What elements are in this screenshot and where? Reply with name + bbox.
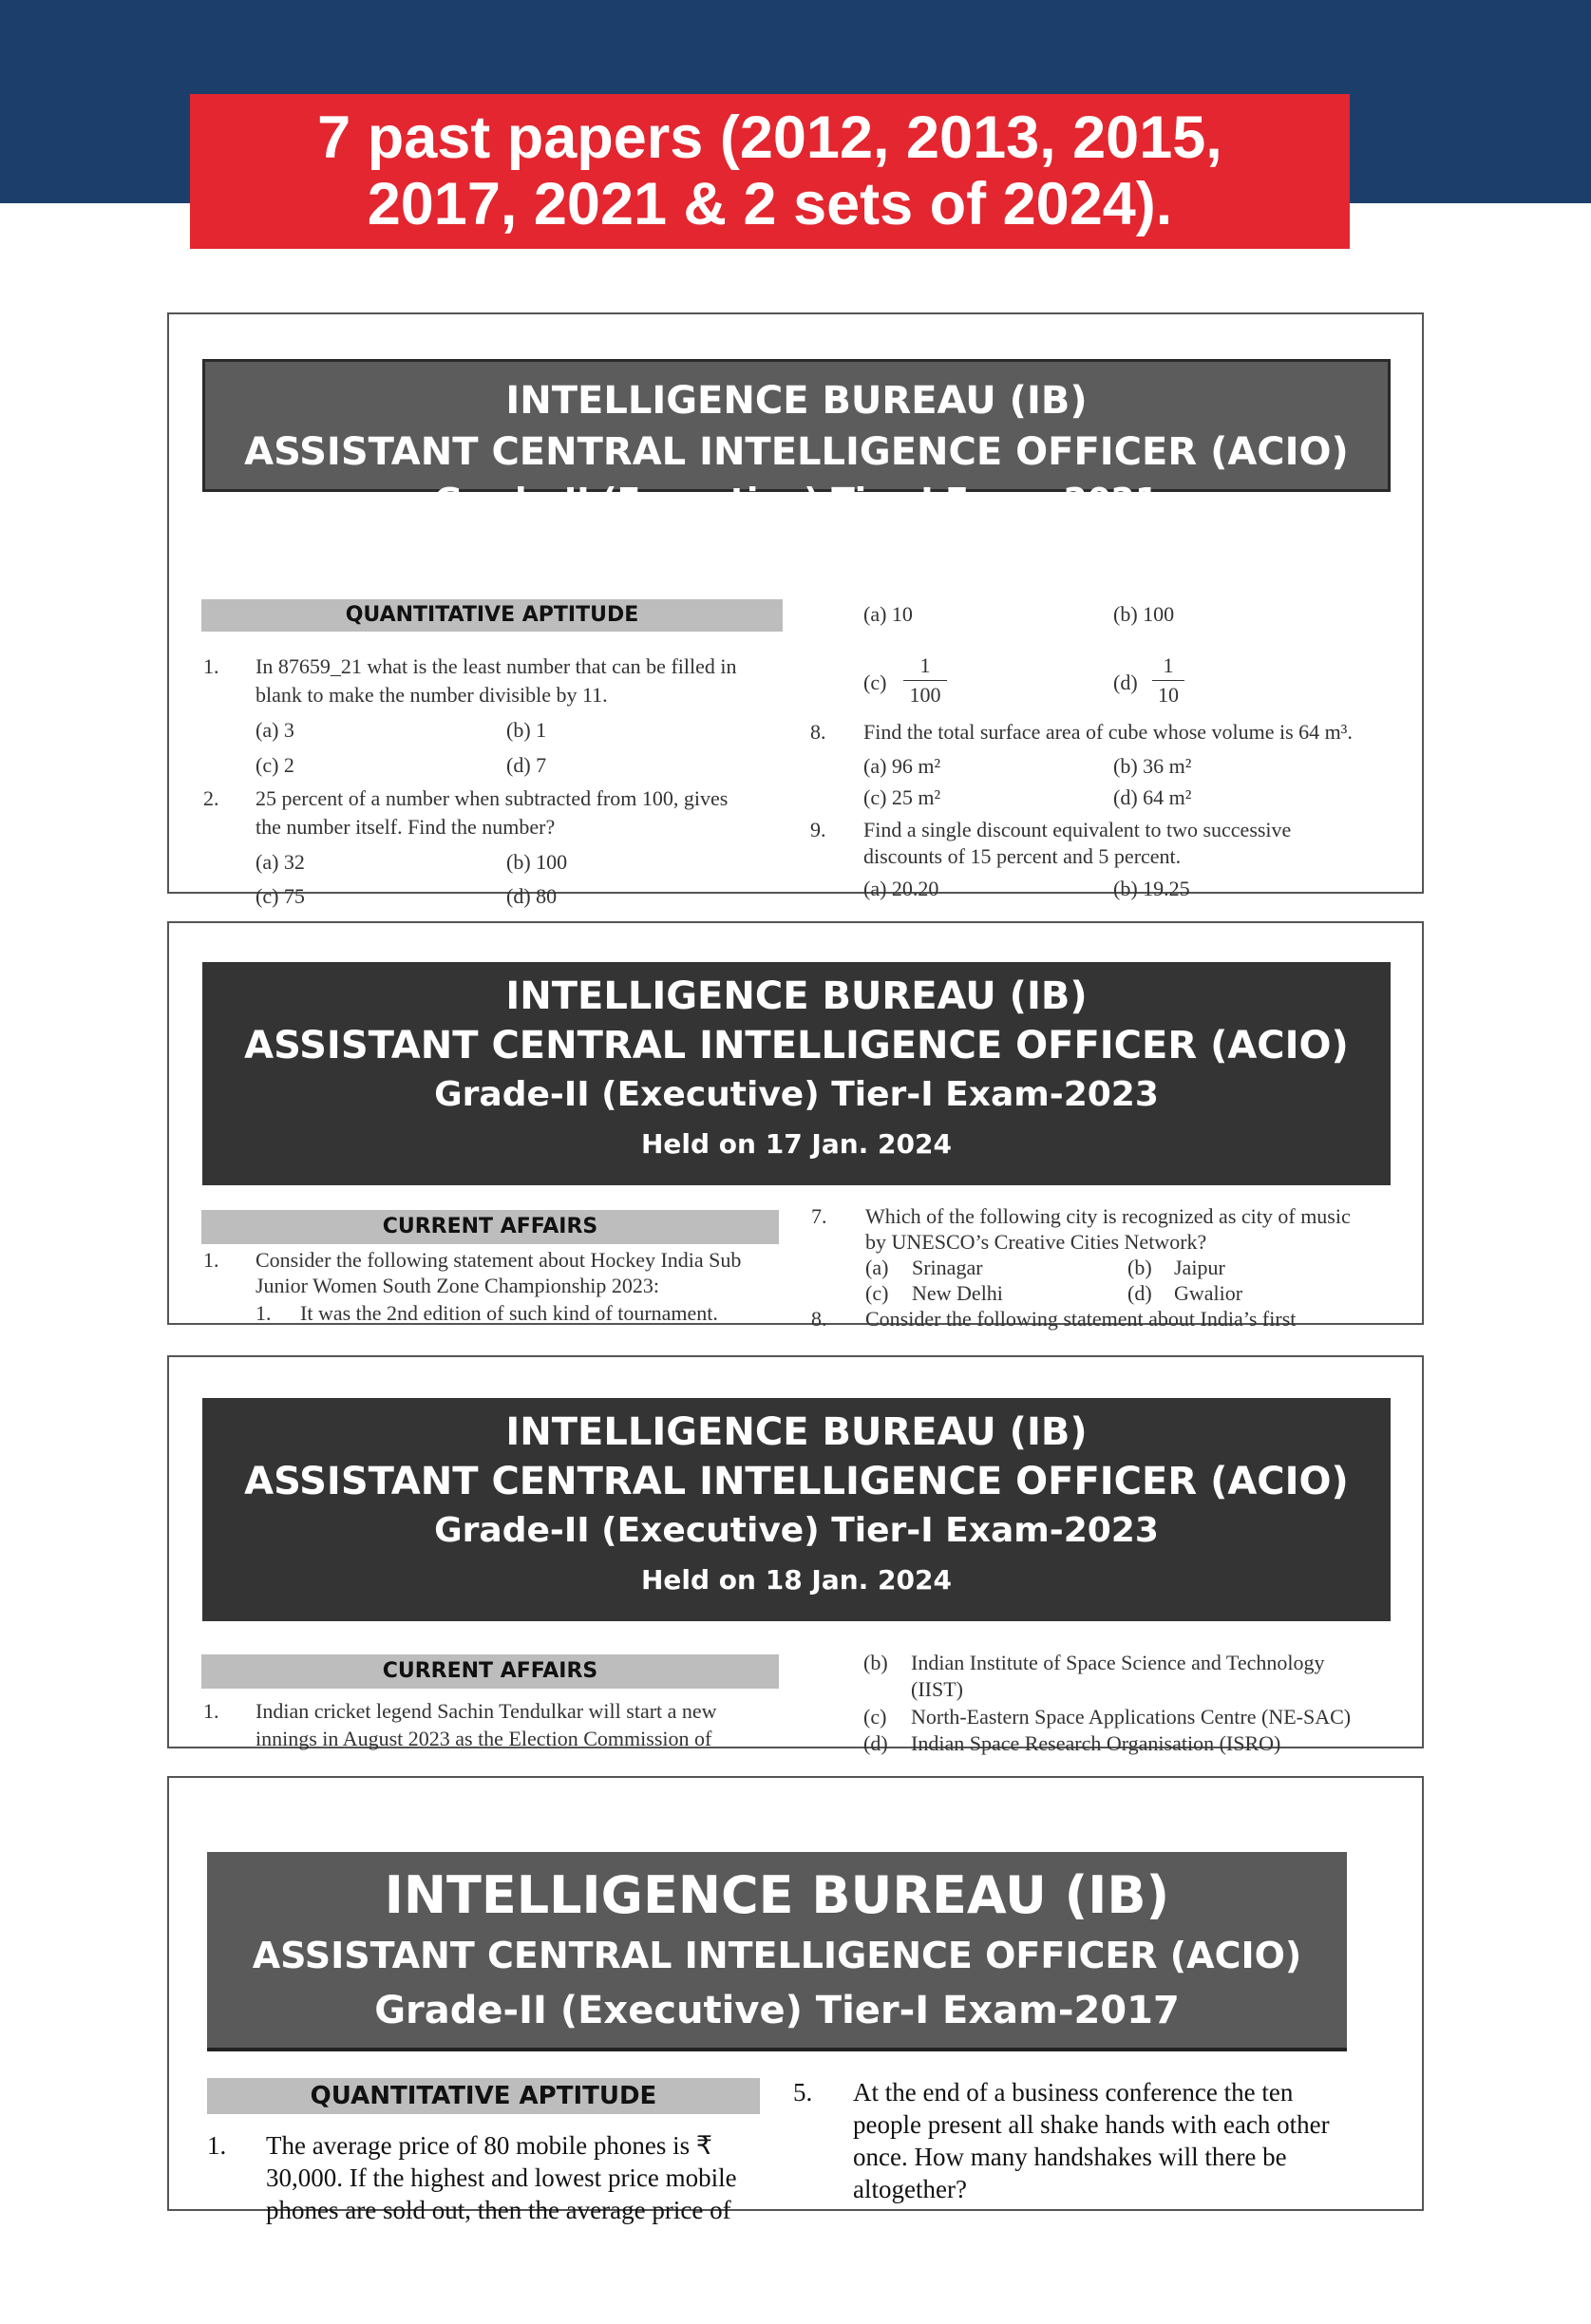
option-b-value: Indian Institute of Space Science and Technology <box>911 1651 1325 1674</box>
option-b: (b) 19.25 <box>1113 877 1190 900</box>
question-text: At the end of a business conference the ten <box>853 2078 1294 2107</box>
question-number: 9. <box>810 818 826 841</box>
option-c: (c) 2 <box>256 753 294 777</box>
question-text: innings in August 2023 as the Election Commission of <box>256 1727 712 1750</box>
question-text: 25 percent of a number when subtracted from 100, gives <box>256 786 729 810</box>
header-line-2: ASSISTANT CENTRAL INTELLIGENCE OFFICER (ACIO) <box>244 1024 1349 1068</box>
option-a: (a) <box>865 1256 889 1279</box>
header-line-2: ASSISTANT CENTRAL INTELLIGENCE OFFICER (ACIO) <box>244 430 1349 474</box>
header-line-1: INTELLIGENCE BUREAU (IB) <box>505 1410 1088 1454</box>
option-c-value: New Delhi <box>912 1281 1003 1305</box>
option-b: (b) 100 <box>1113 602 1175 626</box>
paper-header-2024-jan17 <box>202 962 1391 1185</box>
option-d-value: Gwalior <box>1174 1281 1243 1305</box>
numerator: 1 <box>1163 653 1174 677</box>
question-text: by UNESCO’s Creative Cities Network? <box>865 1230 1207 1254</box>
header-line-3: Grade-II (Executive) Tier-I Exam-2017 <box>374 1989 1180 2032</box>
section-title: QUANTITATIVE APTITUDE <box>201 599 783 632</box>
header-line-2: ASSISTANT CENTRAL INTELLIGENCE OFFICER (ACIO) <box>244 1460 1349 1503</box>
section-title: CURRENT AFFAIRS <box>201 1210 779 1244</box>
paper-card-2024-jan18 <box>167 1355 1424 1755</box>
question-text: Indian cricket legend Sachin Tendulkar will start a new <box>256 1699 717 1723</box>
option-d: (d) <box>1113 671 1138 694</box>
paper-header-2024-jan18 <box>202 1398 1391 1621</box>
question-number: 5. <box>793 2078 813 2107</box>
header-line-3: Grade-II (Executive) Tier-I Exam-2023 <box>434 1075 1159 1114</box>
option-d-value: Indian Space Research Organisation (ISRO) <box>911 1731 1281 1755</box>
question-text: blank to make the number divisible by 11. <box>256 683 608 707</box>
paper-header-2017 <box>207 1852 1347 2051</box>
denominator: 10 <box>1152 680 1184 709</box>
question-number: 8. <box>811 1307 827 1331</box>
question-text: people present all shake hands with each other <box>853 2110 1330 2139</box>
question-text: discounts of 15 percent and 5 percent. <box>863 844 1182 868</box>
option-b-value: Jaipur <box>1174 1256 1225 1279</box>
option-c-value: North-Eastern Space Applications Centre (NE-SAC) <box>911 1705 1352 1729</box>
paper-header-2021 <box>202 359 1391 520</box>
question-number: 7. <box>811 1204 827 1228</box>
question-text: 30,000. If the highest and lowest price mobile <box>266 2163 737 2192</box>
question-text: once. How many handshakes will there be <box>853 2143 1287 2171</box>
option-c: (c) <box>863 1705 887 1729</box>
header-line-1: INTELLIGENCE BUREAU (IB) <box>505 974 1088 1018</box>
fraction <box>903 652 947 709</box>
header-line-3: Grade-II (Executive) Tier-I Exam-2023 <box>434 1511 1159 1550</box>
numerator: 1 <box>919 653 931 677</box>
question-text: In 87659_21 what is the least number that can be filled in <box>256 654 737 678</box>
question-text: phones are sold out, then the average price of <box>266 2196 731 2224</box>
header-line-3: Grade-II (Executive) Tier-I Exam-2021 <box>434 482 1159 520</box>
option-a: (a) 3 <box>256 718 294 742</box>
denominator: 100 <box>903 680 947 709</box>
option-c: (c) <box>863 671 887 694</box>
banner-line-1: 7 past papers (2012, 2013, 2015, <box>317 104 1222 171</box>
title-banner <box>190 94 1350 249</box>
header-line-1: INTELLIGENCE BUREAU (IB) <box>505 379 1088 423</box>
option-a: (a) 20.20 <box>863 877 939 900</box>
question-text: Consider the following statement about India’s first <box>865 1307 1297 1331</box>
option-a: (a) 32 <box>256 850 305 874</box>
header-line-2: ASSISTANT CENTRAL INTELLIGENCE OFFICER (ACIO) <box>252 1935 1302 1976</box>
option-d: (d) <box>863 1731 888 1755</box>
option-b: (b) 36 m² <box>1113 754 1192 778</box>
question-number: 8. <box>810 720 826 744</box>
question-text: Consider the following statement about Hockey India Sub <box>256 1248 742 1272</box>
header-line-1: INTELLIGENCE BUREAU (IB) <box>384 1865 1170 1925</box>
sub-number: 1. <box>256 1301 272 1325</box>
banner-line-2: 2017, 2021 & 2 sets of 2024). <box>367 171 1173 237</box>
option-b: (b) <box>1127 1256 1152 1279</box>
sub-statement: It was the 2nd edition of such kind of tournament. <box>300 1301 718 1325</box>
paper-card-2024-jan17 <box>167 921 1424 1331</box>
option-c: (c) 75 <box>256 884 305 908</box>
fraction <box>1152 652 1184 709</box>
paper-card-2017 <box>167 1776 1424 2224</box>
question-number: 1. <box>203 1699 219 1723</box>
header-line-4: Held on 17 Jan. 2024 <box>640 1128 952 1160</box>
option-c: (c) <box>865 1281 889 1305</box>
question-text: Junior Women South Zone Championship 2023: <box>256 1274 659 1297</box>
question-text: Find the total surface area of cube whose volume is 64 m³. <box>863 720 1353 744</box>
option-d: (d) 80 <box>506 884 558 908</box>
option-a-value: Srinagar <box>912 1256 983 1279</box>
option-d: (d) <box>1127 1281 1152 1305</box>
option-b: (b) 1 <box>506 718 547 742</box>
section-title: CURRENT AFFAIRS <box>201 1654 779 1689</box>
option-b: (b) <box>863 1651 888 1674</box>
question-text: the number itself. Find the number? <box>256 815 556 839</box>
question-text: altogether? <box>853 2175 967 2203</box>
option-c: (c) 25 m² <box>863 785 941 809</box>
question-text: The average price of 80 mobile phones is ₹ <box>266 2131 713 2160</box>
question-text: Find a single discount equivalent to two successive <box>863 818 1292 841</box>
question-number: 1. <box>203 1248 219 1272</box>
option-a: (a) 10 <box>863 602 913 626</box>
question-number: 1. <box>203 654 219 678</box>
header-line-4: Held on 18 Jan. 2024 <box>640 1564 952 1596</box>
option-b: (b) 100 <box>506 850 568 874</box>
question-number: 2. <box>203 786 219 810</box>
option-d: (d) 7 <box>506 753 547 777</box>
question-text: Which of the following city is recognized as city of music <box>865 1204 1351 1228</box>
option-d: (d) 64 m² <box>1113 785 1192 809</box>
question-number: 1. <box>207 2131 227 2160</box>
paper-card-2021 <box>167 312 1424 908</box>
option-a: (a) 96 m² <box>863 754 941 778</box>
option-b-value-cont: (IIST) <box>911 1677 963 1701</box>
section-title: QUANTITATIVE APTITUDE <box>207 2078 760 2114</box>
